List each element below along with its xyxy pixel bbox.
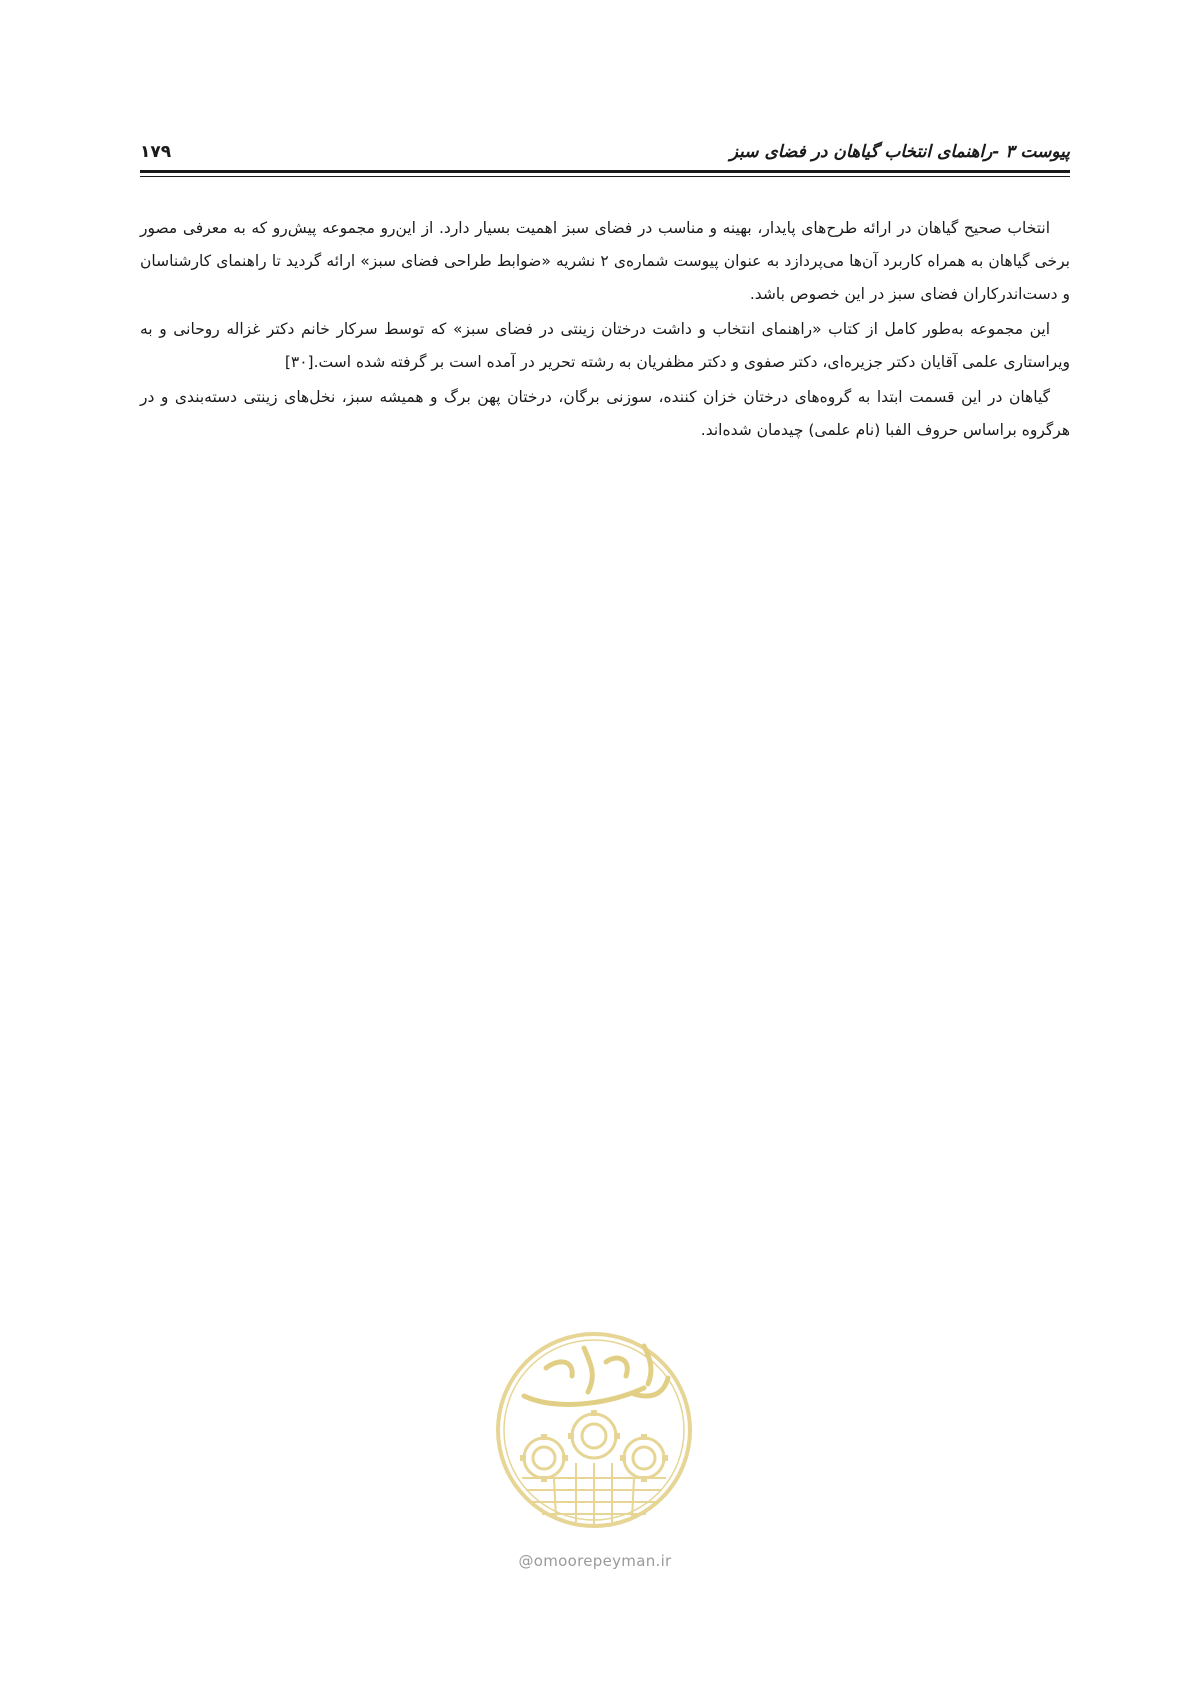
- header-rule-thin: [140, 176, 1070, 177]
- paragraph-3: گیاهان در این قسمت ابتدا به گروه‌های درختان خزان کننده، سوزنی برگان، درختان پهن برگ و همیشه سبز، نخل‌های زینتی دسته‌بندی و در هرگروه براساس حروف الفبا (نام علمی) چیدمان شده‌اند.: [140, 388, 1070, 439]
- watermark-logo: [484, 1318, 704, 1548]
- page-number: ۱۷۹: [140, 142, 172, 162]
- running-header: [140, 140, 1070, 170]
- paragraph-1: انتخاب صحیح گیاهان در ارائه طرح‌های پایدار، بهینه و مناسب در فضای سبز اهمیت بسیار دارد. از این‌رو مجموعه پیش‌رو که به معرفی مصور برخی گیاهان به همراه کاربرد آن‌ها می‌پردازد به عنوان پیوست شماره‌ی ۲ نشریه «ضوابط طراحی فضای سبز» ارائه گردید تا راهنمای کارشناسان و دست‌اندرکاران فضای سبز در این خصوص باشد.: [140, 219, 1070, 303]
- paragraph-2: این مجموعه به‌طور کامل از کتاب «راهنمای انتخاب و داشت درختان زینتی در فضای سبز» که توسط سرکار خانم دکتر غزاله روحانی و به ویراستاری علمی آقایان دکتر جزیره‌ای، دکتر صفوی و دکتر مظفریان به رشته تحریر در آمده است بر گرفته شده است.[۳۰]: [140, 320, 1070, 371]
- body-text: [140, 212, 1070, 449]
- header-title: پیوست ۳ -راهنمای انتخاب گیاهان در فضای سبز: [729, 142, 1070, 162]
- header-rule-thick: [140, 170, 1070, 173]
- watermark-url: @omoorepeyman.ir: [518, 1552, 672, 1570]
